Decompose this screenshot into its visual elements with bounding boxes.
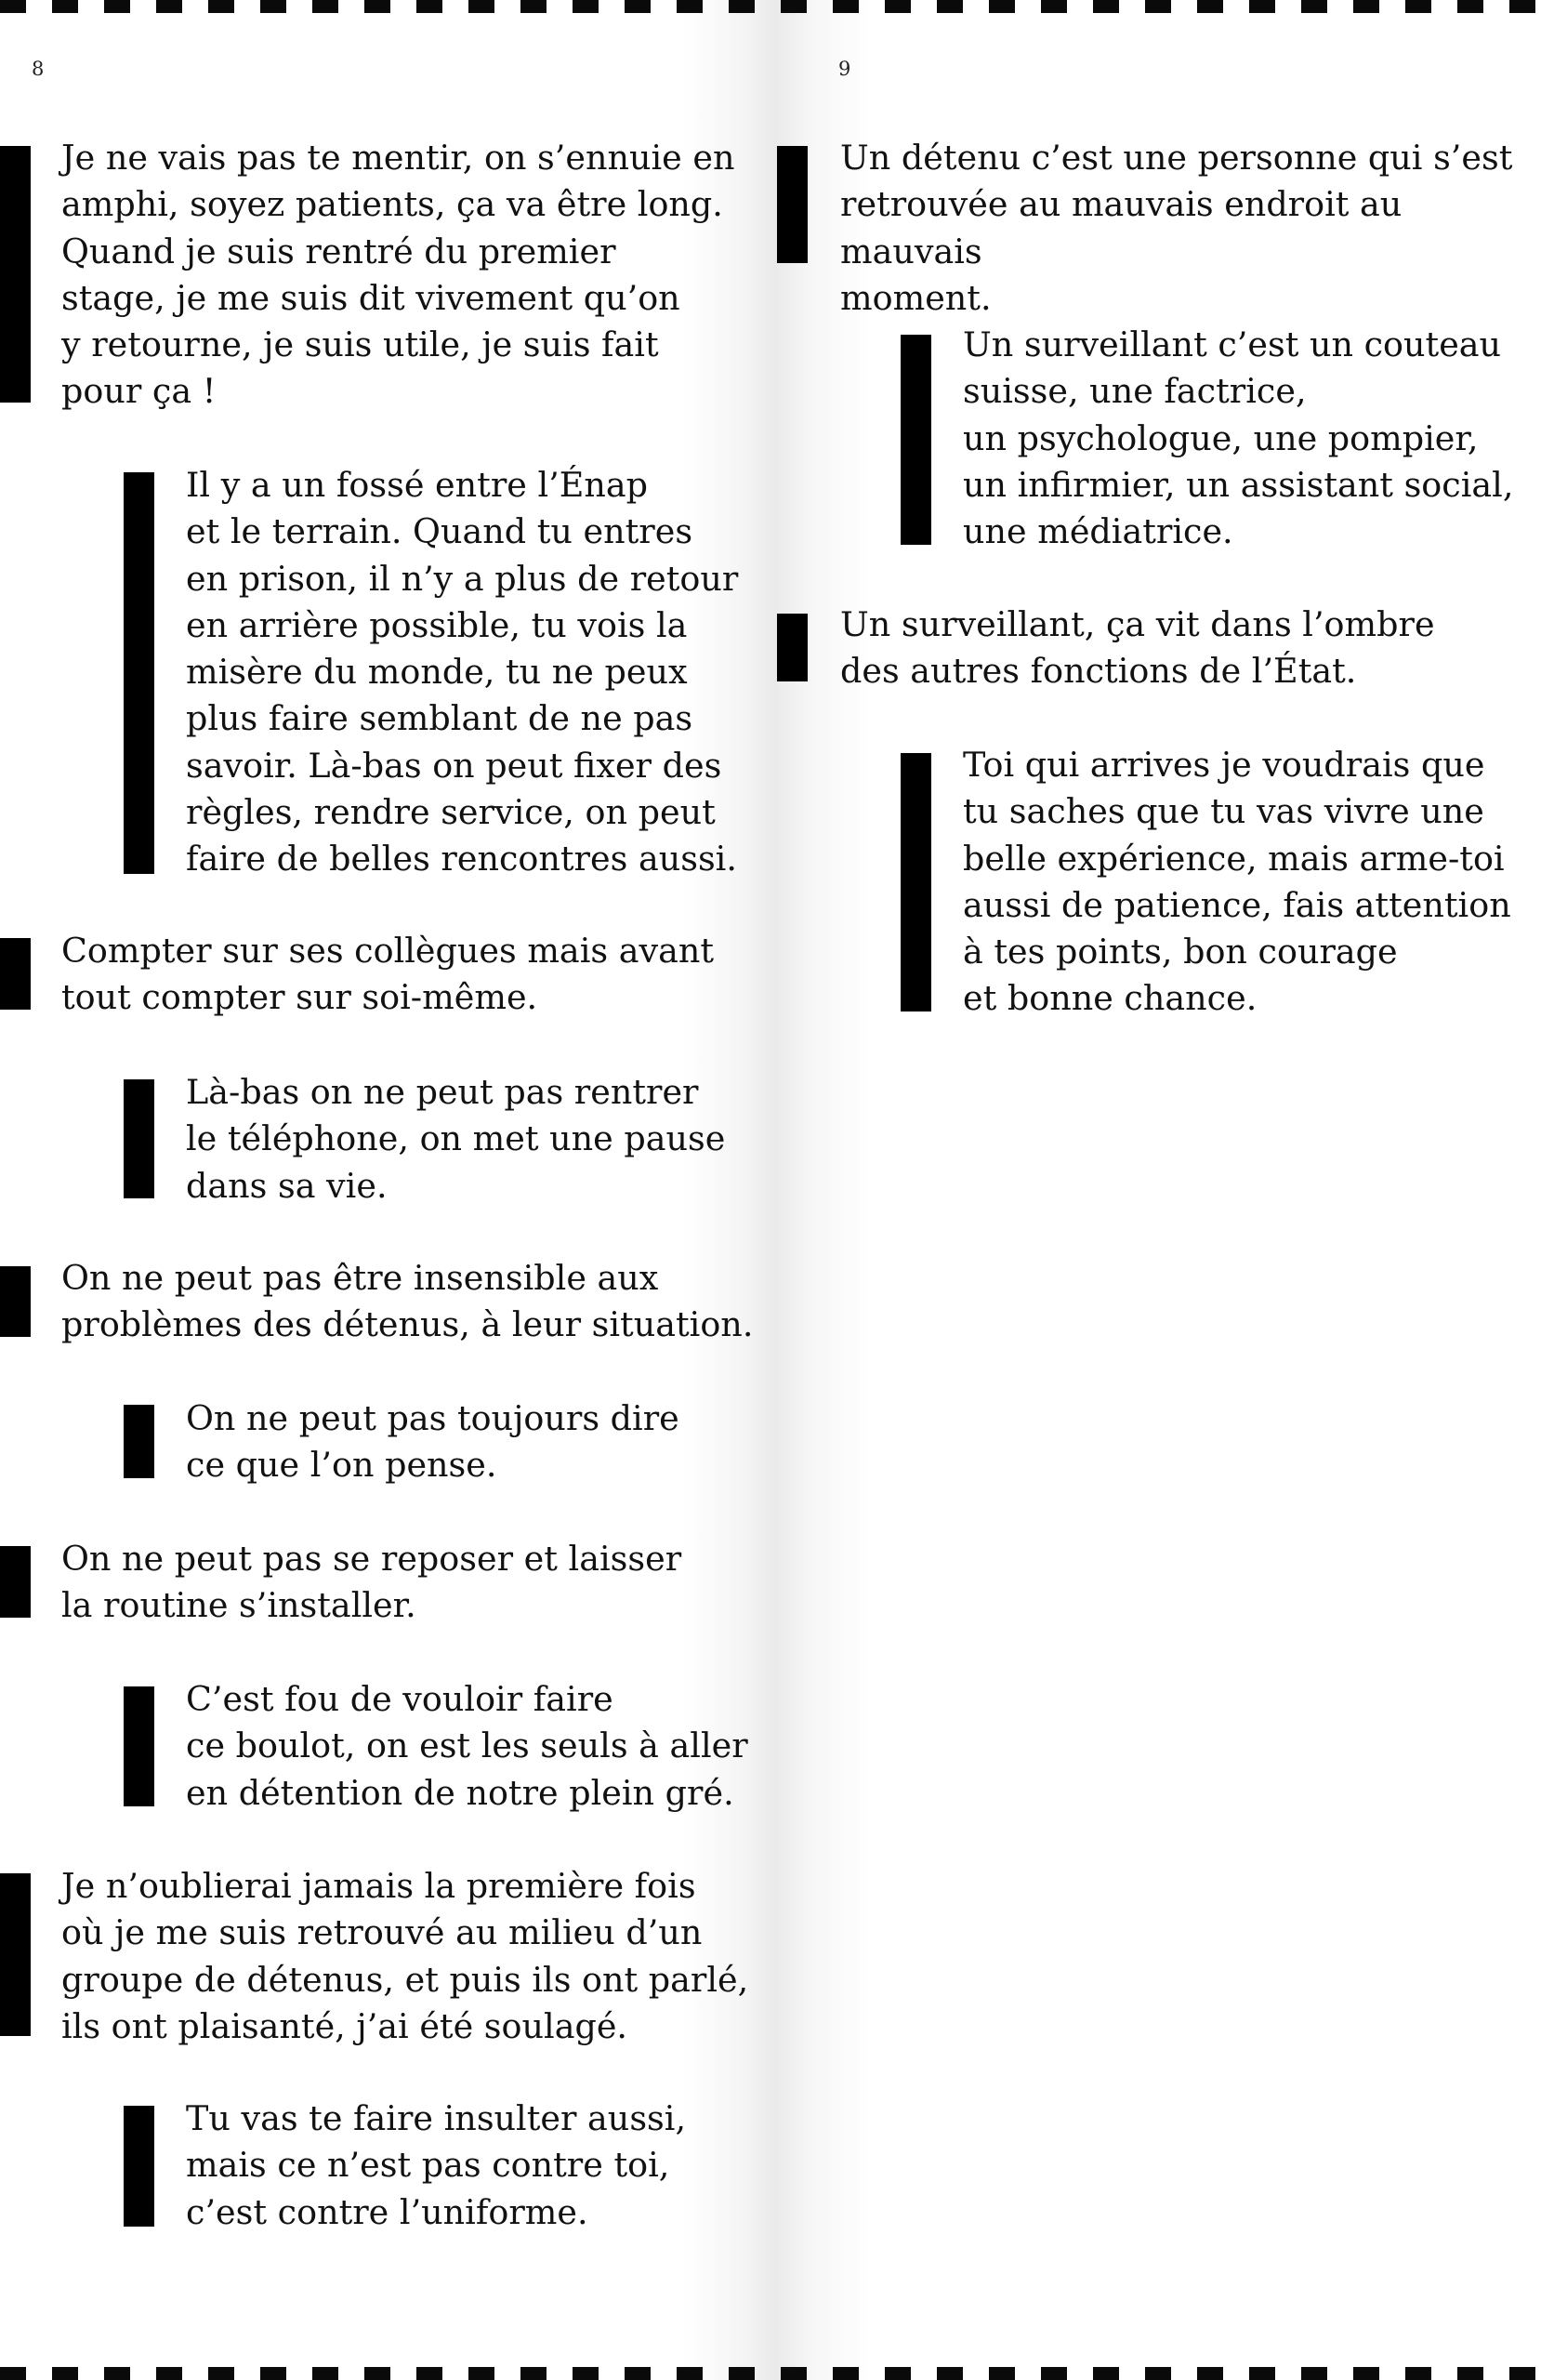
quote-bar (0, 1546, 31, 1618)
quote-bar (124, 2106, 154, 2227)
quote-bar (124, 1686, 154, 1806)
quote-text: On ne peut pas toujours dire ce que l’on pense. (186, 1398, 679, 1486)
quote-text: On ne peut pas être insensible aux problèmes des détenus, à leur situation. (61, 1258, 754, 1345)
quote-text: Tu vas te faire insulter aussi, mais ce n’est pas contre toi, c’est contre l’uniforme. (186, 2098, 687, 2232)
top-dashed-border (0, 0, 1554, 13)
quote-text: C’est fou de vouloir faire ce boulot, on est les seuls à aller en détention de notre plein gré. (186, 1679, 748, 1813)
quote-bar (124, 1405, 154, 1478)
quote-text: Un surveillant, ça vit dans l’ombre des autres fonctions de l’État. (840, 604, 1435, 692)
bottom-dashed-border (0, 2367, 1554, 2380)
quote-bar (0, 1873, 31, 2036)
quote-text: Toi qui arrives je voudrais que tu saches que tu vas vivre une belle expérience, mais arme-toi aussi de patience, fais attention à tes points, bon courage et bonne chance. (963, 745, 1511, 1019)
quote-text: Je n’oublierai jamais la première fois où je me suis retrouvé au milieu d’un groupe de détenus, et puis ils ont parlé, ils ont plaisanté, j’ai été soulagé. (61, 1866, 749, 2046)
quote-bar (124, 472, 154, 874)
right-page (777, 0, 1554, 2380)
quote-bar (901, 335, 931, 545)
quote-text: Compter sur ses collègues mais avant tout compter sur soi-même. (61, 931, 715, 1018)
quote-bar (0, 1266, 31, 1337)
quote-text: Un surveillant c’est un couteau suisse, une factrice, un psychologue, une pompier, un infirmier, un assistant social, une médiatrice. (963, 324, 1514, 552)
quote-text: Là-bas on ne peut pas rentrer le téléphone, on met une pause dans sa vie. (186, 1072, 726, 1206)
quote-bar (901, 753, 931, 1012)
quote-bar (777, 146, 808, 263)
quote-bar (777, 614, 808, 681)
page-number-left: 8 (32, 58, 45, 80)
quote-text: Il y a un fossé entre l’Énap et le terrain. Quand tu entres en prison, il n’y a plus de retour en arrière possible, tu vois la misère du monde, tu ne peux plus faire semblant de ne pas savoir. Là-bas on peut fixer des règles, rendre service, on peut faire de belles rencontres aussi. (186, 465, 739, 879)
quote-text: On ne peut pas se reposer et laisser la routine s’installer. (61, 1539, 682, 1626)
quote-bar (124, 1079, 154, 1198)
page-number-right: 9 (838, 58, 851, 80)
quote-bar (0, 938, 31, 1010)
quote-bar (0, 146, 31, 403)
quote-text: Un détenu c’est une personne qui s’est retrouvée au mauvais endroit au mauvais moment. (840, 138, 1513, 318)
quote-text: Je ne vais pas te mentir, on s’ennuie en amphi, soyez patients, ça va être long. Quand je suis rentré du premier stage, je me suis dit vivement qu’on y retourne, je suis utile, je suis fait pour ça ! (61, 138, 735, 412)
